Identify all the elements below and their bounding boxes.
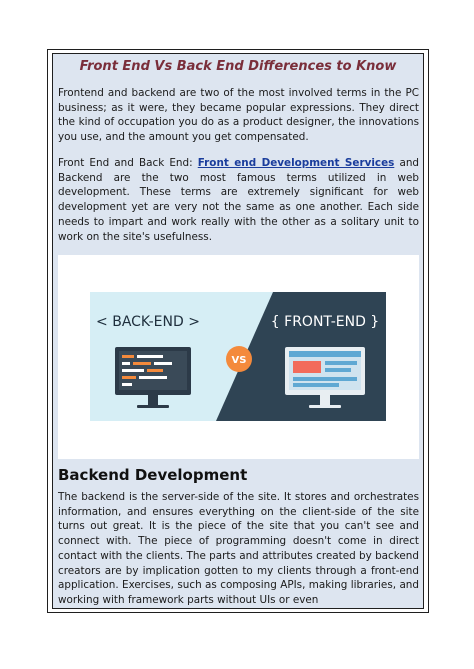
intro-paragraph: Frontend and backend are two of the most involved terms in the PC business; as it were, they became popular expressions. They direct the kind of occupation you do as a product designer, the innovations you use, and the amount you get compensated. — [58, 87, 419, 144]
section-body: The backend is the server-side of the site. It stores and orchestrates information, and ensures everything on the client-side of the site turns out great. It is the piece of the site that you can't see and connect with. The piece of programming doesn't come in direct contact with the clients. The parts and attributes created by backend creators are by implication gotten to my clients through a front-end application. Exercises, such as composing APIs, making libraries, and working with framework parts without UIs or even — [58, 491, 419, 606]
page-title: Front End Vs Back End Differences to Know — [79, 59, 397, 74]
services-paragraph — [58, 156, 419, 244]
comparison-figure — [58, 255, 419, 459]
frontend-label: { FRONT-END } — [270, 314, 380, 330]
document-page — [52, 53, 424, 609]
services-lead-text: Front End and Back End: — [58, 157, 198, 169]
backend-vs-frontend-illustration — [90, 292, 386, 421]
front-end-services-link[interactable]: Front end Development Services — [197, 157, 395, 169]
backend-label: < BACK-END > — [96, 314, 200, 330]
services-rest-text: and Backend are the two most famous terms utilized in web development. These terms are extremely significant for web development yet are very not the same as one another. Each side needs to impart and work really with the other as a solitary unit to work on the site's usefulness. — [58, 157, 420, 243]
section-heading: Backend Development — [58, 466, 248, 484]
vs-label: VS — [231, 355, 247, 366]
